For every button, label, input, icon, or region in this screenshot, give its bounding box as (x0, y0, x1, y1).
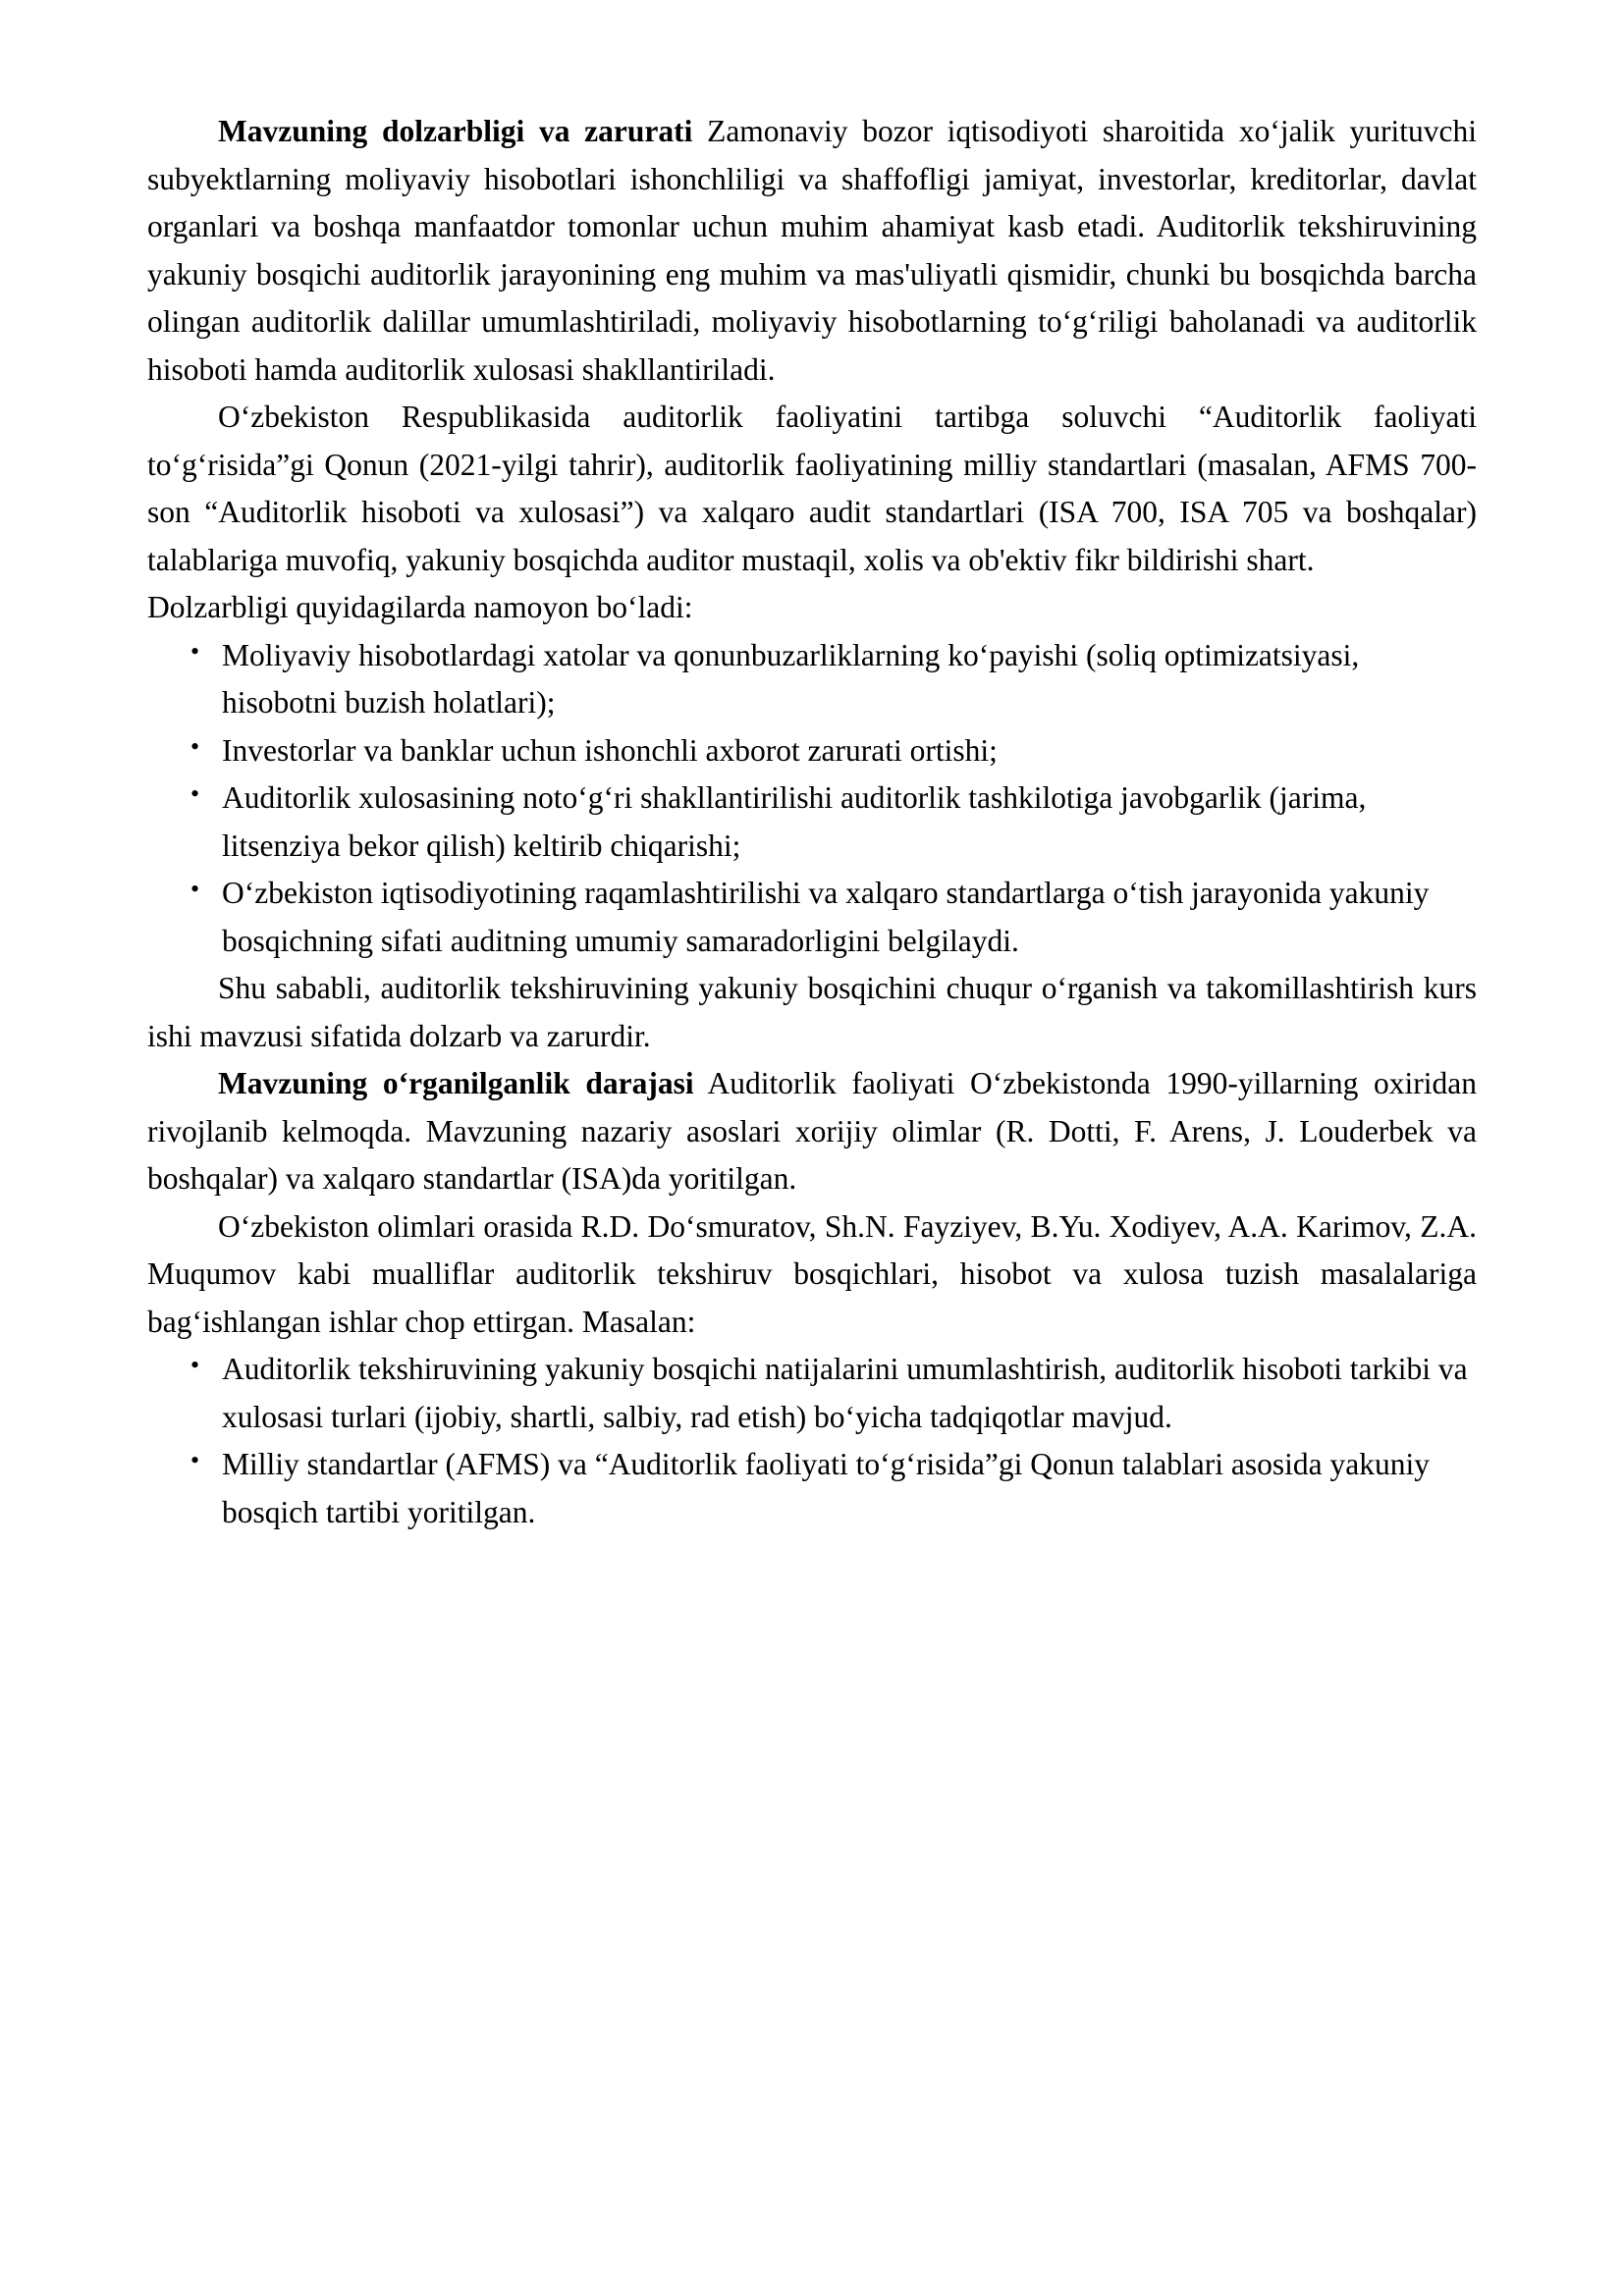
list-item-label: Moliyaviy hisobotlardagi xatolar va qonunbuzarliklarning ko‘payishi (soliq optimizatsiyasi, hisobotni buzish holatlari); (222, 637, 1360, 720)
list-item (147, 727, 1477, 775)
paragraph-text-legislation: O‘zbekiston Respublikasida auditorlik faoliyatini tartibga soluvchi “Auditorlik faoliyati to‘g‘risida”gi Qonun (2021-yilgi tahrir), auditorlik faoliyatining milliy standartlari (masalan, AFMS 700-son “Auditorlik hisoboti va xulosasi”) va xalqaro audit standartlari (ISA 700, ISA 705 va boshqalar) talablariga muvofiq, yakuniy bosqichda auditor mustaqil, xolis va ob'ektiv fikr bildirishi shart. (147, 400, 1477, 577)
document-body (147, 108, 1477, 1536)
bullet-icon: • (190, 636, 200, 666)
paragraph-lead-relevance: Mavzuning dolzarbligi va zarurati (218, 114, 693, 148)
paragraph-list-intro (147, 584, 1477, 632)
list-item-label: Milliy standartlar (AFMS) va “Auditorlik faoliyati to‘g‘risida”gi Qonun talablari asosida yakuniy bosqich tartibi yoritilgan. (222, 1447, 1430, 1529)
list-item-label: Auditorlik xulosasining noto‘g‘ri shakllantirilishi auditorlik tashkilotiga javobgarlik (jarima, litsenziya bekor qilish) keltirib chiqarishi; (222, 780, 1367, 863)
list-item-label: Auditorlik tekshiruvining yakuniy bosqichi natijalarini umumlashtirish, auditorlik hisoboti tarkibi va xulosasi turlari (ijobiy, shartli, salbiy, rad etish) bo‘yicha tadqiqotlar mavjud. (222, 1352, 1468, 1434)
list-item (147, 1441, 1477, 1536)
bullet-icon: • (190, 731, 200, 761)
list-item (147, 870, 1477, 965)
paragraph-text-relevance: Zamonaviy bozor iqtisodiyoti sharoitida xo‘jalik yurituvchi subyektlarning moliyaviy hisobotlari ishonchliligi va shaffofligi jamiyat, investorlar, kreditorlar, davlat organlari va boshqa manfaatdor tomonlar uchun muhim ahamiyat kasb etadi. Auditorlik tekshiruvining yakuniy bosqichi auditorlik jarayonining eng muhim va mas'uliyatli qismidir, chunki bu bosqichda barcha olingan auditorlik dalillar umumlashtiriladi, moliyaviy hisobotlarning to‘g‘riligi baholanadi va auditorlik hisoboti hamda auditorlik xulosasi shakllantiriladi. (147, 114, 1478, 387)
bullet-icon: • (190, 875, 200, 903)
bullet-list-research (147, 1346, 1477, 1536)
paragraph-text-study-level: Auditorlik faoliyati O‘zbekistonda 1990-yillarning oxiridan rivojlanib kelmoqda. Mavzuning nazariy asoslari xorijiy olimlar (R. Dotti, F. Arens, J. Louderbek va boshqalar) va xalqaro standartlar (ISA)da yoritilgan. (147, 1066, 1477, 1196)
paragraph-text-list-intro: Dolzarbligi quyidagilarda namoyon bo‘ladi: (147, 590, 693, 624)
list-item (147, 774, 1477, 870)
paragraph-lead-study-level: Mavzuning o‘rganilganlik darajasi (218, 1066, 694, 1100)
paragraph-conclusion-relevance (147, 965, 1477, 1060)
paragraph-relevance (147, 108, 1477, 394)
list-item (147, 1346, 1477, 1441)
bullet-icon: • (190, 1351, 200, 1379)
list-item (147, 632, 1477, 727)
bullet-icon: • (190, 779, 200, 808)
paragraph-legislation (147, 394, 1477, 584)
paragraph-text-conclusion-relevance: Shu sababli, auditorlik tekshiruvining yakuniy bosqichini chuqur o‘rganish va takomillashtirish kurs ishi mavzusi sifatida dolzarb va zarurdir. (147, 971, 1477, 1053)
list-item-label: Investorlar va banklar uchun ishonchli axborot zarurati ortishi; (222, 732, 998, 768)
bullet-icon: • (190, 1446, 200, 1474)
list-item-label: O‘zbekiston iqtisodiyotining raqamlashtirilishi va xalqaro standartlarga o‘tish jarayonida yakuniy bosqichning sifati auditning umumiy samaradorligini belgilaydi. (222, 876, 1430, 958)
paragraph-study-level (147, 1060, 1477, 1203)
bullet-list-relevance (147, 632, 1477, 966)
paragraph-text-local-scholars: O‘zbekiston olimlari orasida R.D. Do‘smuratov, Sh.N. Fayziyev, B.Yu. Xodiyev, A.A. Karimov, Z.A. Muqumov kabi mualliflar auditorlik tekshiruv bosqichlari, hisobot va xulosa tuzish masalalariga bag‘ishlangan ishlar chop ettirgan. Masalan: (147, 1208, 1477, 1339)
paragraph-local-scholars (147, 1203, 1477, 1347)
